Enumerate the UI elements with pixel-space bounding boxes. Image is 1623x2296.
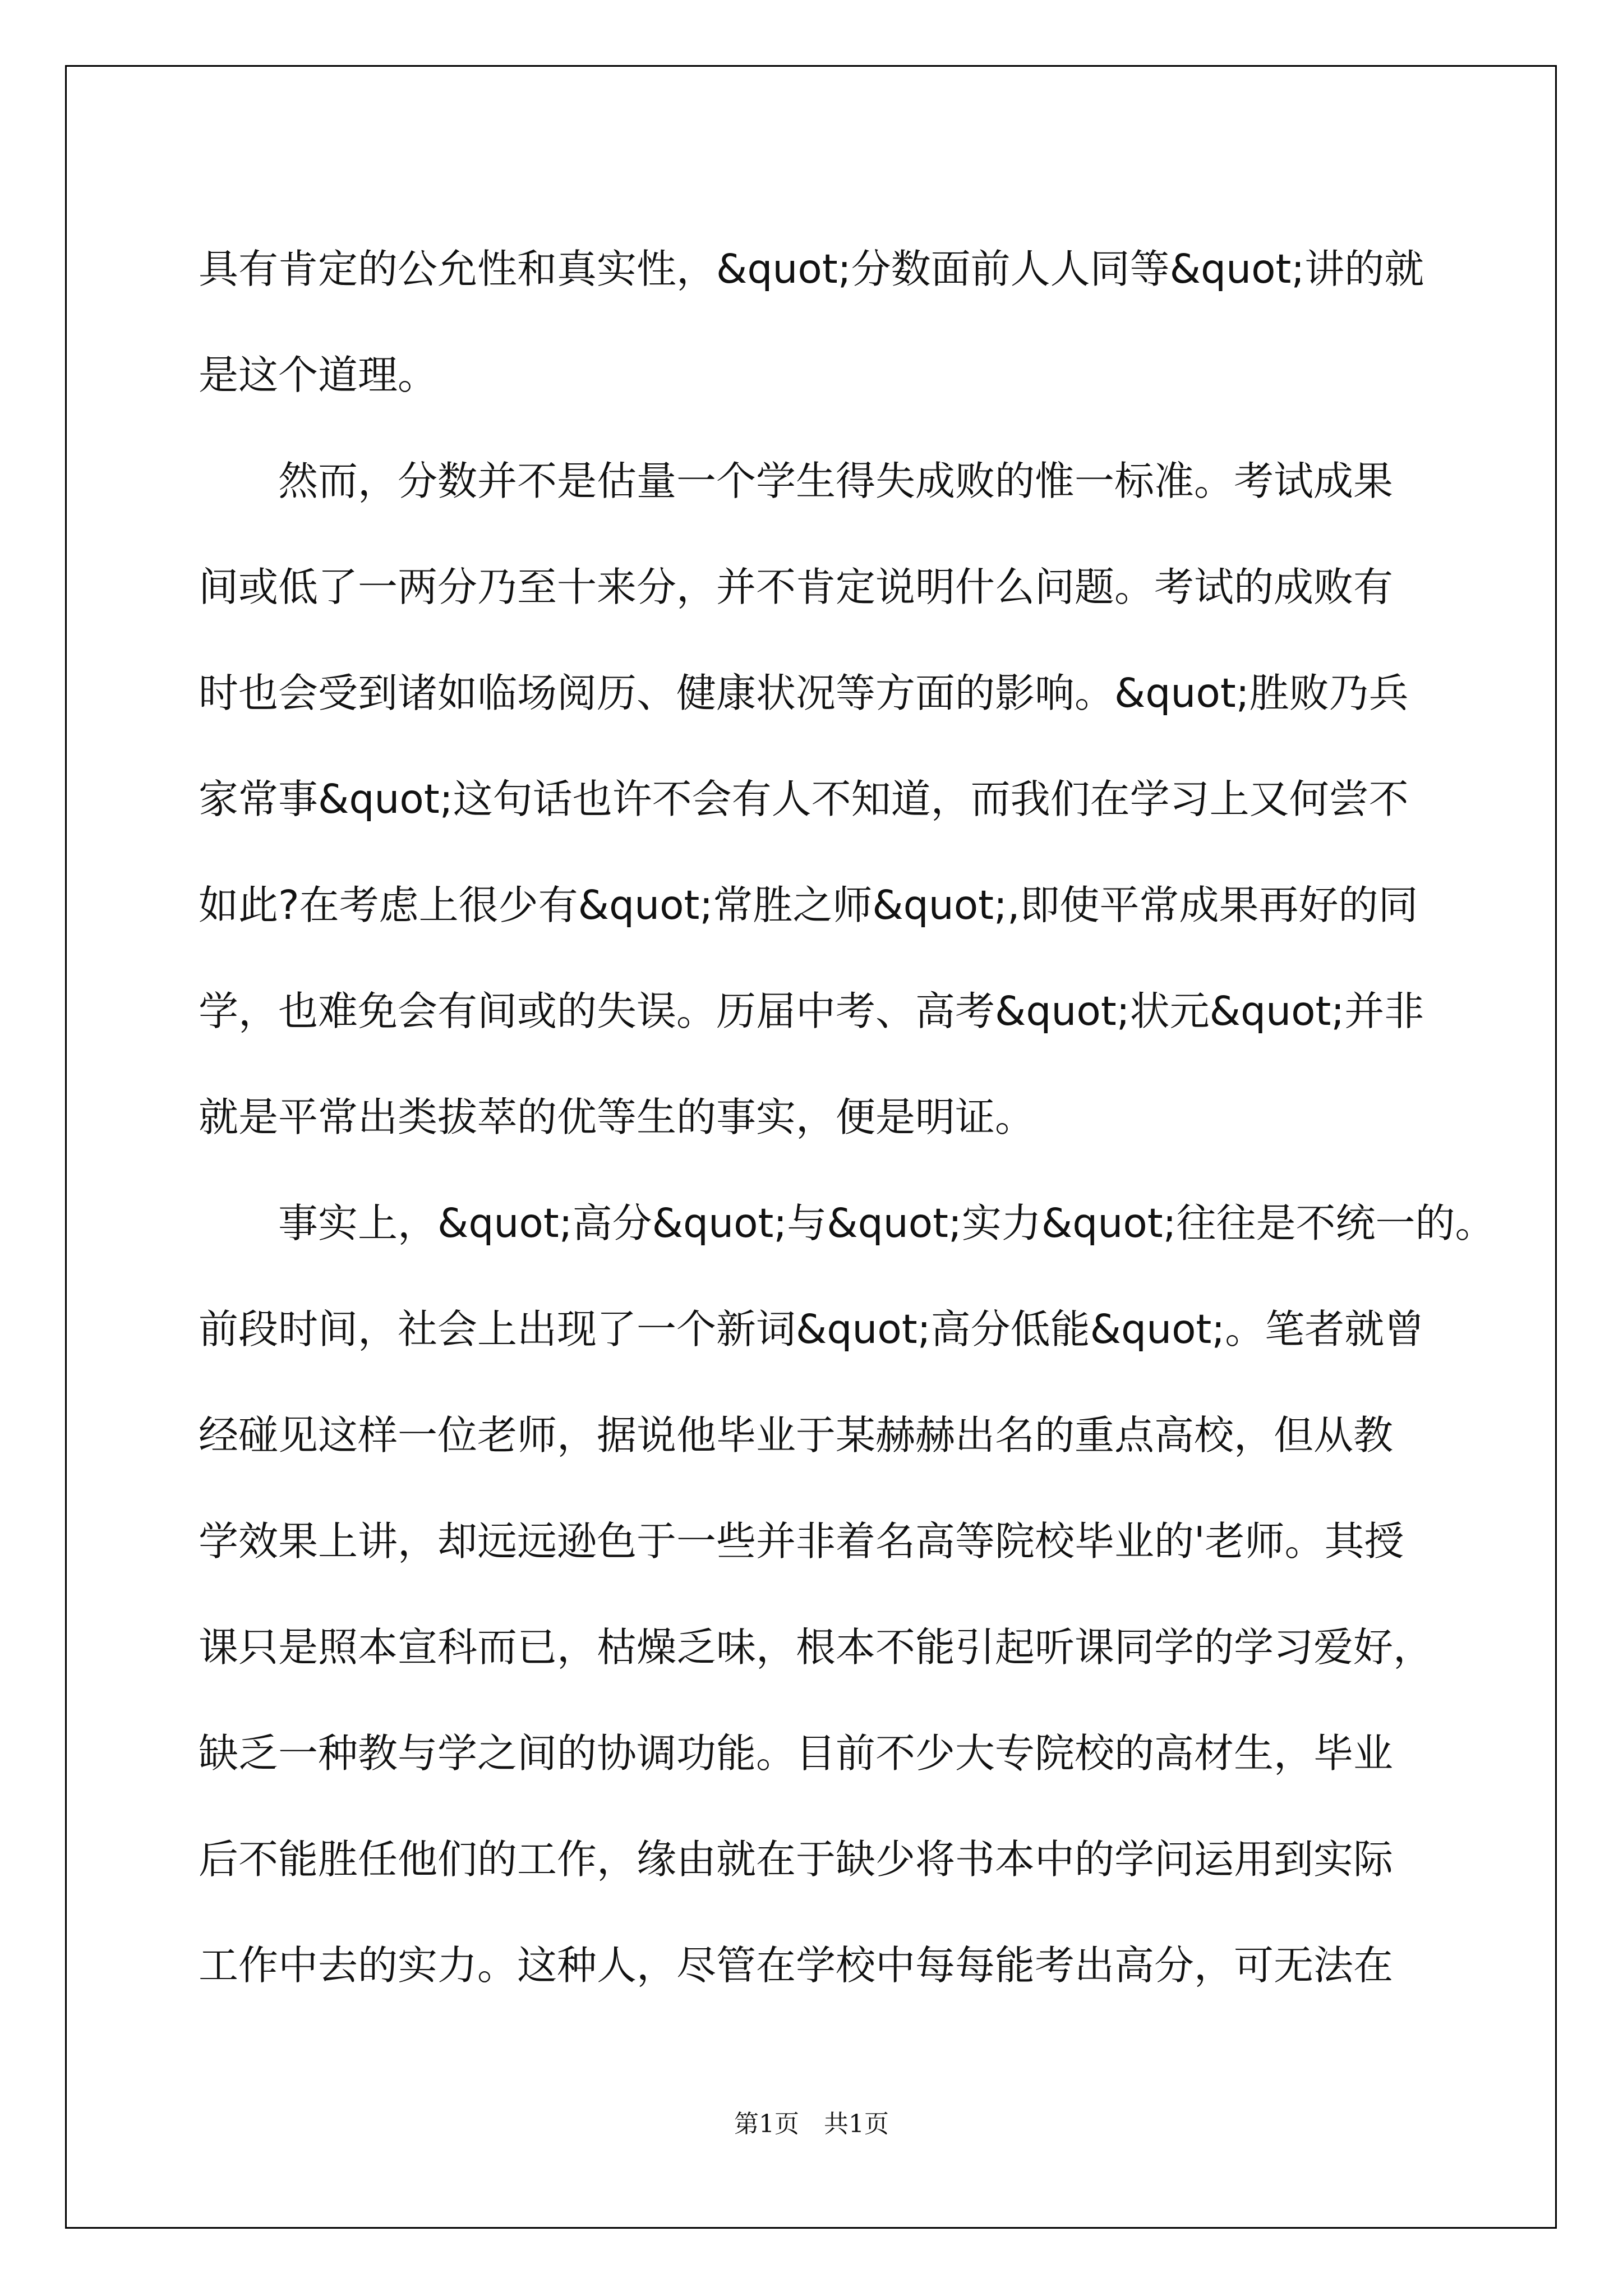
text-line: 后不能胜任他们的工作，缘由就在于缺少将书本中的学问运用到实际 — [199, 1836, 1394, 1883]
text-line: 经碰见这样一位老师，据说他毕业于某赫赫出名的重点高校，但从教 — [199, 1412, 1394, 1458]
text-line: 如此?在考虑上很少有&quot;常胜之师&quot;,即使平常成果再好的同 — [199, 882, 1418, 928]
text-line: 学效果上讲，却远远逊色于一些并非着名高等院校毕业的'老师。其授 — [199, 1518, 1404, 1565]
text-line: 间或低了一两分乃至十来分，并不肯定说明什么问题。考试的成败有 — [199, 564, 1394, 610]
text-line: 然而，分数并不是估量一个学生得失成败的惟一标准。考试成果 — [199, 458, 1394, 504]
text-line: 就是平常出类拔萃的优等生的事实，便是明证。 — [199, 1094, 1035, 1140]
text-line: 工作中去的实力。这种人，尽管在学校中每每能考出高分，可无法在 — [199, 1942, 1394, 1989]
document-body — [199, 216, 1495, 2018]
text-line: 课只是照本宣科而已，枯燥乏味，根本不能引起听课同学的学习爱好， — [199, 1624, 1433, 1671]
text-line: 学，也难免会有间或的失误。历届中考、高考&quot;状元&quot;并非 — [199, 988, 1424, 1034]
text-line: 事实上，&quot;高分&quot;与&quot;实力&quot;往往是不统一的。 — [199, 1200, 1495, 1246]
text-line: 缺乏一种教与学之间的协调功能。目前不少大专院校的高材生，毕业 — [199, 1730, 1394, 1777]
text-line: 前段时间，社会上出现了一个新词&quot;高分低能&quot;。笔者就曾 — [199, 1306, 1424, 1352]
text-line: 具有肯定的公允性和真实性，&quot;分数面前人人同等&quot;讲的就 — [199, 246, 1424, 292]
text-line: 家常事&quot;这句话也许不会有人不知道，而我们在学习上又何尝不 — [199, 776, 1409, 822]
page-number: 第1页 共1页 — [734, 2110, 889, 2138]
page-footer — [0, 2104, 1623, 2139]
text-line: 时也会受到诸如临场阅历、健康状况等方面的影响。&quot;胜败乃兵 — [199, 670, 1409, 716]
text-line: 是这个道理。 — [199, 352, 438, 398]
